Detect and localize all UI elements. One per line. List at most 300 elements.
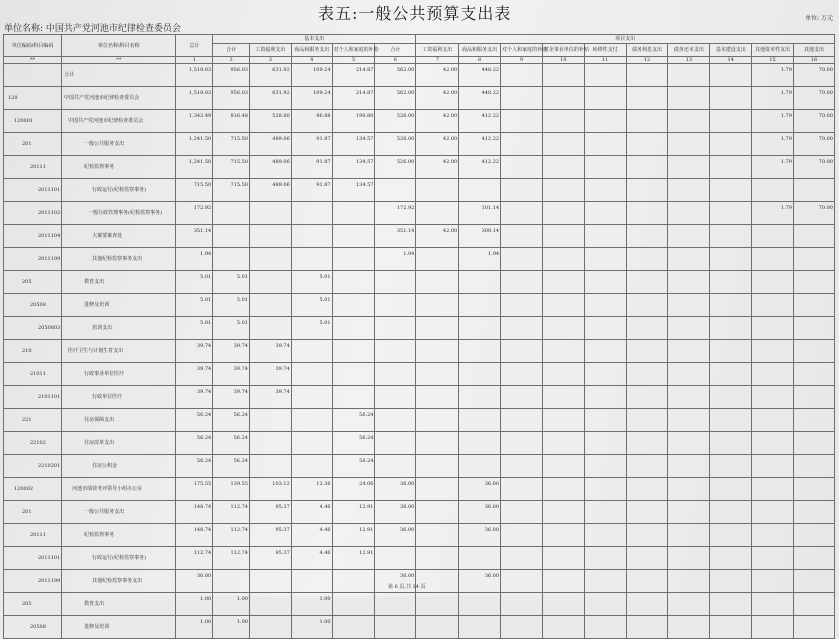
cell-value: 24.06: [332, 478, 375, 501]
cell-value: 36.00: [375, 478, 416, 501]
cell-value: [416, 317, 459, 340]
row-name: 住房公积金: [62, 455, 176, 478]
row-code: 201: [4, 501, 62, 524]
row-name: 河池市绩效考评领导小组办公室: [62, 478, 176, 501]
header-col: 其他资本性支出: [752, 44, 794, 57]
cell-value: [752, 616, 794, 639]
cell-value: 103.12: [249, 478, 291, 501]
cell-value: [501, 524, 543, 547]
cell-value: [668, 87, 710, 110]
cell-value: 91.87: [291, 156, 332, 179]
row-name: 其他纪检监察事务支出: [62, 248, 176, 271]
cell-value: [710, 64, 752, 87]
cell-value: [584, 409, 626, 432]
row-name: 住房保障支出: [62, 409, 176, 432]
cell-value: [793, 455, 834, 478]
row-name: 进修及培训: [62, 294, 176, 317]
cell-value: [584, 179, 626, 202]
cell-value: 956.03: [213, 87, 250, 110]
header-col: 对企事业单位的补贴: [542, 44, 584, 57]
cell-value: [542, 87, 584, 110]
cell-value: [249, 271, 291, 294]
cell-value: [249, 570, 291, 593]
cell-value: 489.06: [249, 133, 291, 156]
cell-value: [375, 455, 416, 478]
cell-value: [626, 570, 668, 593]
cell-value: [626, 225, 668, 248]
cell-value: [291, 248, 332, 271]
cell-value: [626, 524, 668, 547]
cell-value: [542, 133, 584, 156]
cell-value: [710, 202, 752, 225]
cell-value: [584, 156, 626, 179]
cell-value: [584, 225, 626, 248]
cell-value: [501, 616, 543, 639]
cell-value: [459, 386, 501, 409]
cell-value: 5.01: [176, 294, 213, 317]
table-row: [4, 248, 835, 271]
cell-value: [249, 294, 291, 317]
cell-value: [542, 386, 584, 409]
row-name: 培训支出: [62, 317, 176, 340]
row-name: 中国共产党河池市纪律检查委员会: [62, 110, 176, 133]
cell-value: [584, 478, 626, 501]
column-number: 3: [249, 57, 291, 64]
cell-value: [291, 455, 332, 478]
cell-value: [626, 133, 668, 156]
cell-value: [626, 156, 668, 179]
cell-value: [710, 340, 752, 363]
cell-value: [668, 455, 710, 478]
row-code: 2011101: [4, 179, 62, 202]
table-row: [4, 317, 835, 340]
cell-value: [542, 179, 584, 202]
cell-value: [793, 225, 834, 248]
cell-value: [793, 386, 834, 409]
cell-value: [375, 271, 416, 294]
table-row: [4, 409, 835, 432]
row-code: 120001: [4, 110, 62, 133]
header-code: 单位编码\科目编码: [4, 35, 62, 57]
cell-value: 1.00: [176, 593, 213, 616]
cell-value: [668, 386, 710, 409]
cell-value: [752, 593, 794, 616]
cell-value: [710, 248, 752, 271]
table-row: [4, 616, 835, 639]
cell-value: 715.50: [176, 179, 213, 202]
cell-value: [752, 409, 794, 432]
table-row: [4, 524, 835, 547]
cell-value: [291, 570, 332, 593]
cell-value: [710, 547, 752, 570]
row-name: 纪检监察事务: [62, 524, 176, 547]
cell-value: [542, 202, 584, 225]
cell-value: [710, 87, 752, 110]
cell-value: [416, 271, 459, 294]
cell-value: [542, 64, 584, 87]
cell-value: [668, 478, 710, 501]
cell-value: [626, 340, 668, 363]
cell-value: [668, 524, 710, 547]
column-number: 6: [375, 57, 416, 64]
cell-value: [459, 432, 501, 455]
cell-value: [752, 271, 794, 294]
row-name: 一般行政管理事务(纪检监察事务): [62, 202, 176, 225]
cell-value: 1.79: [752, 87, 794, 110]
table-body: [4, 64, 835, 639]
cell-value: [793, 179, 834, 202]
cell-value: [752, 547, 794, 570]
cell-value: [501, 179, 543, 202]
cell-value: 172.92: [176, 202, 213, 225]
cell-value: [710, 294, 752, 317]
cell-value: 134.57: [332, 179, 375, 202]
cell-value: 1.79: [752, 64, 794, 87]
cell-value: [668, 570, 710, 593]
cell-value: [416, 363, 459, 386]
cell-value: [710, 110, 752, 133]
cell-value: [332, 616, 375, 639]
cell-value: [542, 271, 584, 294]
table-row: [4, 87, 835, 110]
header-basic-group: 基本支出: [213, 35, 416, 44]
cell-value: [249, 593, 291, 616]
cell-value: [375, 547, 416, 570]
cell-value: [501, 570, 543, 593]
row-name: 行政运行(纪检监察事务): [62, 547, 176, 570]
cell-value: [213, 225, 250, 248]
cell-value: [626, 432, 668, 455]
row-name: 一般公共服务支出: [62, 501, 176, 524]
cell-value: [710, 593, 752, 616]
table-row: [4, 179, 835, 202]
header-col: 对个人和家庭的补助: [501, 44, 543, 57]
cell-value: 56.24: [176, 432, 213, 455]
cell-value: [752, 248, 794, 271]
cell-value: 172.92: [375, 202, 416, 225]
cell-value: [291, 340, 332, 363]
cell-value: [459, 547, 501, 570]
cell-value: [793, 593, 834, 616]
cell-value: [416, 179, 459, 202]
cell-value: [668, 340, 710, 363]
cell-value: 489.06: [249, 156, 291, 179]
cell-value: [626, 179, 668, 202]
row-name: 合计: [62, 64, 176, 87]
cell-value: 139.55: [213, 478, 250, 501]
cell-value: [501, 110, 543, 133]
cell-value: 1,518.03: [176, 87, 213, 110]
cell-value: 12.91: [332, 547, 375, 570]
table-row: [4, 501, 835, 524]
row-name: 其他纪检监察事务支出: [62, 570, 176, 593]
header-col: 商品和服务支出: [291, 44, 332, 57]
cell-value: 39.74: [176, 340, 213, 363]
row-name: 一般公共服务支出: [62, 133, 176, 156]
cell-value: 112.74: [213, 524, 250, 547]
cell-value: [459, 271, 501, 294]
cell-value: [501, 409, 543, 432]
header-total: 总计: [176, 35, 213, 57]
table-row: [4, 64, 835, 87]
cell-value: 631.92: [249, 87, 291, 110]
cell-value: 489.06: [249, 179, 291, 202]
cell-value: [416, 547, 459, 570]
cell-value: [459, 317, 501, 340]
row-code: 120002: [4, 478, 62, 501]
row-code: 22102: [4, 432, 62, 455]
cell-value: [459, 616, 501, 639]
cell-value: 134.57: [332, 156, 375, 179]
cell-value: [542, 248, 584, 271]
cell-value: 214.87: [332, 64, 375, 87]
cell-value: [752, 386, 794, 409]
cell-value: [375, 386, 416, 409]
column-number: 15: [752, 57, 794, 64]
cell-value: [459, 294, 501, 317]
cell-value: 1.94: [375, 248, 416, 271]
table-row: [4, 202, 835, 225]
cell-value: 70.00: [793, 202, 834, 225]
cell-value: [542, 570, 584, 593]
cell-value: [501, 478, 543, 501]
column-number: 1: [176, 57, 213, 64]
cell-value: [584, 110, 626, 133]
row-code: 2011104: [4, 225, 62, 248]
cell-value: [542, 478, 584, 501]
cell-value: [332, 340, 375, 363]
cell-value: [501, 593, 543, 616]
cell-value: [501, 294, 543, 317]
cell-value: [626, 547, 668, 570]
row-code: 2101101: [4, 386, 62, 409]
row-code: 201: [4, 133, 62, 156]
table-row: [4, 386, 835, 409]
cell-value: [752, 363, 794, 386]
cell-value: 95.37: [249, 501, 291, 524]
cell-value: [584, 386, 626, 409]
column-number-row: [4, 57, 835, 64]
cell-value: [332, 271, 375, 294]
cell-value: 70.00: [793, 110, 834, 133]
cell-value: [375, 409, 416, 432]
cell-value: [501, 248, 543, 271]
cell-value: [501, 271, 543, 294]
cell-value: [332, 294, 375, 317]
cell-value: [668, 317, 710, 340]
row-name: 医疗卫生与计划生育支出: [62, 340, 176, 363]
cell-value: [249, 225, 291, 248]
cell-value: [793, 501, 834, 524]
cell-value: [710, 363, 752, 386]
cell-value: 12.36: [291, 478, 332, 501]
cell-value: [542, 409, 584, 432]
cell-value: [626, 386, 668, 409]
cell-value: 5.01: [176, 317, 213, 340]
cell-value: [626, 501, 668, 524]
table-row: [4, 156, 835, 179]
cell-value: 5.01: [176, 271, 213, 294]
cell-value: [793, 432, 834, 455]
cell-value: 36.00: [459, 524, 501, 547]
cell-value: [752, 340, 794, 363]
header-project-group: 项目支出: [416, 35, 835, 44]
cell-value: 95.37: [249, 547, 291, 570]
cell-value: [416, 294, 459, 317]
cell-value: [710, 156, 752, 179]
cell-value: [501, 363, 543, 386]
cell-value: 351.14: [375, 225, 416, 248]
cell-value: [626, 248, 668, 271]
column-number: 7: [416, 57, 459, 64]
cell-value: 4.46: [291, 524, 332, 547]
cell-value: [249, 317, 291, 340]
cell-value: 1.79: [752, 110, 794, 133]
cell-value: 39.74: [213, 386, 250, 409]
cell-value: [542, 294, 584, 317]
cell-value: 56.24: [213, 409, 250, 432]
cell-value: [584, 294, 626, 317]
row-name: 中国共产党河池市纪律检查委员会: [62, 87, 176, 110]
cell-value: 36.00: [176, 570, 213, 593]
cell-value: [375, 616, 416, 639]
cell-value: [501, 386, 543, 409]
cell-value: 134.57: [332, 133, 375, 156]
cell-value: [416, 616, 459, 639]
cell-value: [626, 294, 668, 317]
cell-value: 109.24: [291, 64, 332, 87]
cell-value: [668, 248, 710, 271]
cell-value: [416, 478, 459, 501]
cell-value: [416, 340, 459, 363]
cell-value: [710, 478, 752, 501]
cell-value: 39.74: [213, 363, 250, 386]
cell-value: [626, 317, 668, 340]
cell-value: [584, 547, 626, 570]
cell-value: [752, 478, 794, 501]
cell-value: 12.91: [332, 501, 375, 524]
cell-value: 1,518.03: [176, 64, 213, 87]
column-number: **: [62, 57, 176, 64]
cell-value: 70.00: [793, 87, 834, 110]
cell-value: [416, 501, 459, 524]
cell-value: [793, 616, 834, 639]
cell-value: [249, 432, 291, 455]
cell-value: 91.87: [291, 133, 332, 156]
row-code: 2011199: [4, 248, 62, 271]
cell-value: 715.50: [213, 156, 250, 179]
cell-value: [416, 524, 459, 547]
row-code: 205: [4, 593, 62, 616]
cell-value: [501, 87, 543, 110]
cell-value: [710, 317, 752, 340]
cell-value: [501, 455, 543, 478]
header-col: 债务利息支出: [626, 44, 668, 57]
cell-value: [668, 593, 710, 616]
cell-value: 56.24: [213, 455, 250, 478]
header-col: 其他支出: [793, 44, 834, 57]
cell-value: [668, 64, 710, 87]
cell-value: [793, 524, 834, 547]
cell-value: [584, 363, 626, 386]
cell-value: [793, 570, 834, 593]
row-name: 纪检监察事务: [62, 156, 176, 179]
column-number: 14: [710, 57, 752, 64]
cell-value: [668, 133, 710, 156]
cell-value: [501, 432, 543, 455]
cell-value: 39.74: [249, 340, 291, 363]
cell-value: 4.46: [291, 501, 332, 524]
cell-value: [459, 593, 501, 616]
row-code: 210: [4, 340, 62, 363]
cell-value: [668, 409, 710, 432]
cell-value: [668, 432, 710, 455]
cell-value: [626, 64, 668, 87]
page-footer: 第 6 页,共 14 页: [388, 584, 426, 590]
cell-value: [542, 432, 584, 455]
page-title: 表五:一般公共预算支出表: [318, 4, 512, 23]
cell-value: 816.48: [213, 110, 250, 133]
cell-value: 351.14: [176, 225, 213, 248]
cell-value: 36.00: [459, 570, 501, 593]
cell-value: [332, 225, 375, 248]
cell-value: [710, 386, 752, 409]
cell-value: [584, 593, 626, 616]
header-col: 合计: [375, 44, 416, 57]
row-name: 行政事业单位医疗: [62, 363, 176, 386]
cell-value: [501, 547, 543, 570]
header-col: 合计: [213, 44, 250, 57]
row-code: 2050803: [4, 317, 62, 340]
cell-value: [249, 616, 291, 639]
table-row: [4, 478, 835, 501]
cell-value: 56.24: [332, 432, 375, 455]
cell-value: [668, 271, 710, 294]
cell-value: [710, 501, 752, 524]
cell-value: [626, 593, 668, 616]
header-row-groups: [4, 35, 835, 44]
cell-value: [793, 363, 834, 386]
cell-value: [332, 202, 375, 225]
column-number: 13: [668, 57, 710, 64]
cell-value: [542, 317, 584, 340]
cell-value: [249, 202, 291, 225]
cell-value: 1,342.49: [176, 110, 213, 133]
cell-value: 70.00: [793, 156, 834, 179]
cell-value: 70.00: [793, 64, 834, 87]
column-number: 2: [213, 57, 250, 64]
cell-value: [710, 225, 752, 248]
cell-value: [752, 179, 794, 202]
cell-value: [249, 409, 291, 432]
cell-value: 309.14: [459, 225, 501, 248]
cell-value: 42.00: [416, 225, 459, 248]
cell-value: 42.00: [416, 110, 459, 133]
cell-value: [416, 409, 459, 432]
cell-value: [375, 593, 416, 616]
cell-value: 5.01: [213, 294, 250, 317]
row-name: 进修及培训: [62, 616, 176, 639]
unit-label: 单位: 万元: [805, 15, 833, 22]
cell-value: 1.79: [752, 133, 794, 156]
cell-value: [332, 317, 375, 340]
header-col: 基本建设支出: [710, 44, 752, 57]
cell-value: [752, 225, 794, 248]
cell-value: [375, 432, 416, 455]
cell-value: 39.74: [213, 340, 250, 363]
cell-value: 5.01: [291, 317, 332, 340]
cell-value: [332, 248, 375, 271]
